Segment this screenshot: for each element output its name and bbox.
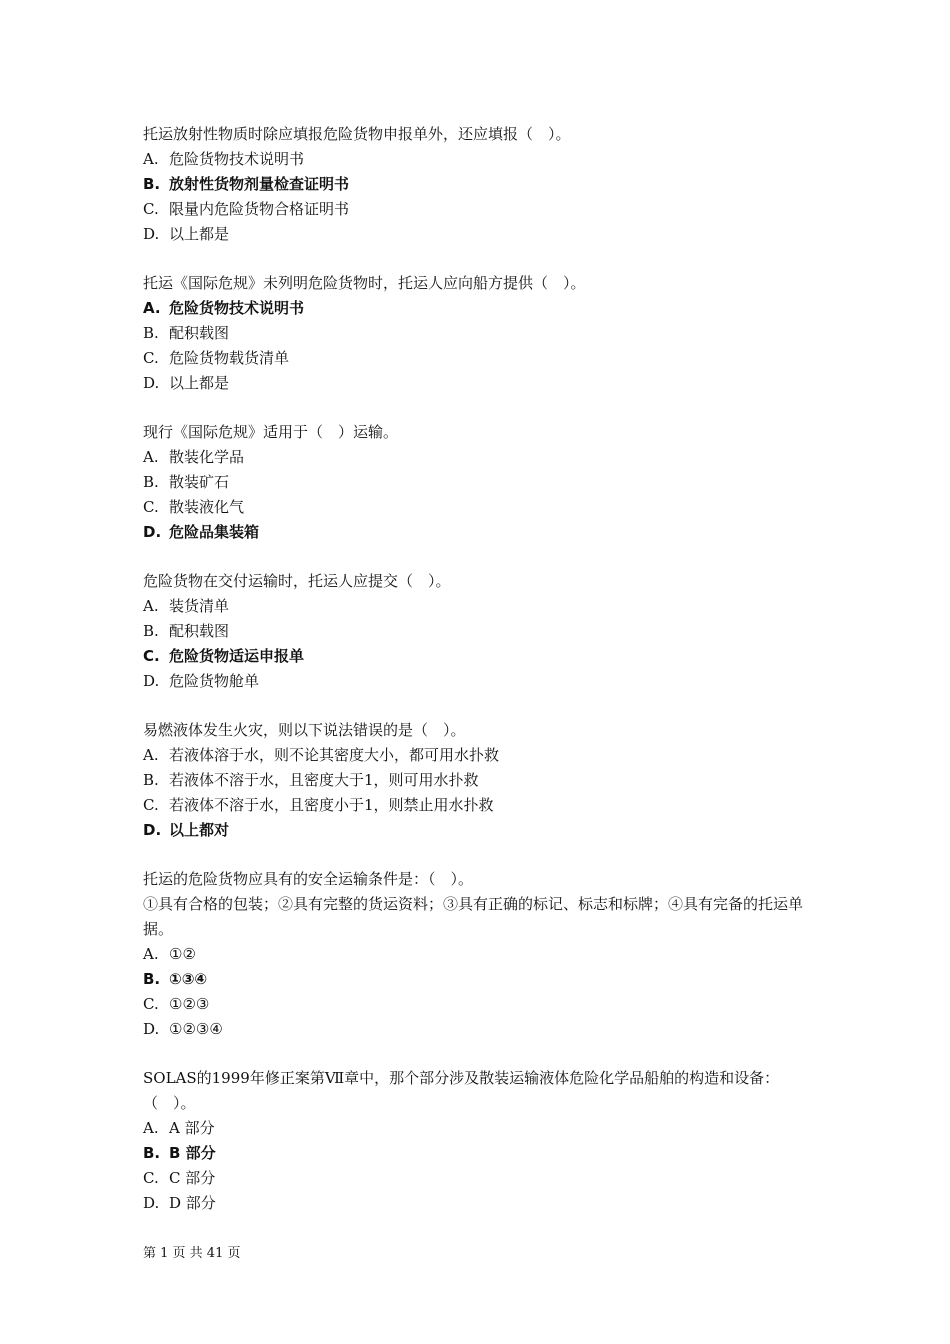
question-stem: 托运放射性物质时除应填报危险货物申报单外，还应填报（ ）。 <box>143 125 571 143</box>
option-text: 危险货物技术说明书 <box>169 150 305 168</box>
question-stem: 托运《国际危规》未列明危险货物时，托运人应向船方提供（ ）。 <box>143 274 586 292</box>
question-item <box>143 569 823 694</box>
option-letter: C. <box>143 349 159 367</box>
option-d-correct <box>143 818 823 843</box>
option-text: ①②③④ <box>169 1020 223 1038</box>
option-text: 危险货物技术说明书 <box>169 299 305 317</box>
option-text: 散装矿石 <box>169 473 230 491</box>
option-c <box>143 793 823 818</box>
option-letter: B. <box>143 622 159 640</box>
option-letter: A. <box>143 448 159 466</box>
option-a <box>143 147 823 172</box>
option-text: D 部分 <box>169 1194 216 1212</box>
option-text: 装货清单 <box>169 597 230 615</box>
option-letter: C. <box>143 647 160 665</box>
option-text: 放射性货物剂量检查证明书 <box>169 175 350 193</box>
option-c <box>143 992 823 1017</box>
option-letter: D. <box>143 1194 160 1212</box>
option-c <box>143 197 823 222</box>
option-text: C 部分 <box>169 1169 216 1187</box>
option-text: B 部分 <box>169 1144 216 1162</box>
option-letter: B. <box>143 324 159 342</box>
option-c <box>143 346 823 371</box>
option-text: ①②③ <box>169 995 210 1013</box>
option-text: 若液体不溶于水，且密度大于1，则可用水扑救 <box>169 771 479 789</box>
option-text: 配积载图 <box>169 622 230 640</box>
option-letter: C. <box>143 498 159 516</box>
question-stem: 危险货物在交付运输时，托运人应提交（ ）。 <box>143 572 451 590</box>
option-letter: D. <box>143 225 160 243</box>
question-item <box>143 1066 823 1216</box>
question-conditions: ①具有合格的包装；②具有完整的货运资料；③具有正确的标记、标志和标牌；④具有完备的托运单据。 <box>143 895 804 938</box>
option-letter: D. <box>143 523 162 541</box>
option-text: ①③④ <box>169 970 208 988</box>
option-b-correct <box>143 172 823 197</box>
option-a <box>143 743 823 768</box>
option-letter: D. <box>143 821 162 839</box>
option-b <box>143 619 823 644</box>
option-b <box>143 321 823 346</box>
question-item <box>143 867 823 1042</box>
question-item <box>143 420 823 545</box>
question-item <box>143 718 823 843</box>
option-c <box>143 495 823 520</box>
question-stem: 托运的危险货物应具有的安全运输条件是：（ ）。 <box>143 870 474 888</box>
option-c <box>143 1166 823 1191</box>
option-text: A 部分 <box>169 1119 215 1137</box>
option-text: 危险货物舱单 <box>169 672 260 690</box>
option-letter: B. <box>143 175 161 193</box>
option-text: 限量内危险货物合格证明书 <box>169 200 350 218</box>
option-letter: A. <box>143 299 161 317</box>
option-text: 若液体不溶于水，且密度小于1，则禁止用水扑救 <box>169 796 494 814</box>
option-text: 以上都对 <box>169 821 230 839</box>
option-d <box>143 1191 823 1216</box>
option-letter: C. <box>143 796 159 814</box>
option-letter: A. <box>143 746 159 764</box>
option-a <box>143 1116 823 1141</box>
option-text: 以上都是 <box>169 225 230 243</box>
option-b <box>143 768 823 793</box>
option-a <box>143 942 823 967</box>
option-b-correct <box>143 1141 823 1166</box>
option-letter: B. <box>143 970 161 988</box>
question-stem: SOLAS的1999年修正案第Ⅶ章中，那个部分涉及散装运输液体危险化学品船舶的构造和设备：（ ）。 <box>143 1069 780 1112</box>
option-letter: C. <box>143 200 159 218</box>
option-text: 若液体溶于水，则不论其密度大小，都可用水扑救 <box>169 746 500 764</box>
option-letter: B. <box>143 1144 161 1162</box>
question-stem: 现行《国际危规》适用于（ ）运输。 <box>143 423 399 441</box>
option-letter: D. <box>143 374 160 392</box>
option-d <box>143 1017 823 1042</box>
option-text: 散装液化气 <box>169 498 245 516</box>
option-d <box>143 222 823 247</box>
question-list <box>143 122 823 1240</box>
option-letter: A. <box>143 945 159 963</box>
option-b-correct <box>143 967 823 992</box>
option-c-correct <box>143 644 823 669</box>
option-text: ①② <box>169 945 196 963</box>
option-text: 危险货物适运申报单 <box>169 647 305 665</box>
option-b <box>143 470 823 495</box>
option-letter: D. <box>143 1020 160 1038</box>
option-d <box>143 669 823 694</box>
option-letter: A. <box>143 1119 159 1137</box>
option-a-correct <box>143 296 823 321</box>
option-letter: A. <box>143 150 159 168</box>
option-text: 散装化学品 <box>169 448 245 466</box>
option-a <box>143 594 823 619</box>
option-d <box>143 371 823 396</box>
option-text: 配积载图 <box>169 324 230 342</box>
question-stem: 易燃液体发生火灾，则以下说法错误的是（ ）。 <box>143 721 466 739</box>
option-letter: B. <box>143 473 159 491</box>
option-letter: C. <box>143 995 159 1013</box>
option-text: 危险货物载货清单 <box>169 349 290 367</box>
page-footer: 第 1 页 共 41 页 <box>143 1246 241 1261</box>
option-letter: D. <box>143 672 160 690</box>
option-text: 危险品集装箱 <box>169 523 260 541</box>
option-letter: A. <box>143 597 159 615</box>
question-item <box>143 122 823 247</box>
option-text: 以上都是 <box>169 374 230 392</box>
option-letter: C. <box>143 1169 159 1187</box>
option-letter: B. <box>143 771 159 789</box>
option-a <box>143 445 823 470</box>
option-d-correct <box>143 520 823 545</box>
question-item <box>143 271 823 396</box>
